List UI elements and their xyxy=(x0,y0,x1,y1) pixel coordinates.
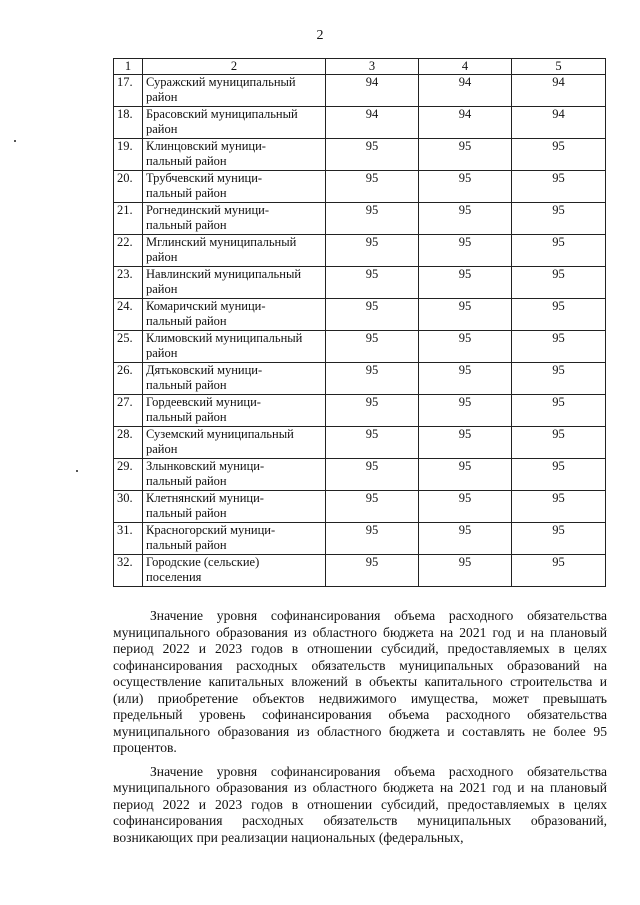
page-number: 2 xyxy=(316,28,324,43)
value-cell-4: 95 xyxy=(419,523,512,555)
row-number-cell: 25. xyxy=(114,331,143,363)
value-cell-4: 95 xyxy=(419,235,512,267)
district-name-cell: Суражский муниципальный район xyxy=(143,75,326,107)
district-name-cell: Клинцовский муници- пальный район xyxy=(143,139,326,171)
body-text xyxy=(113,608,607,846)
row-number-cell: 30. xyxy=(114,491,143,523)
value-cell-5: 95 xyxy=(512,299,606,331)
district-name-cell: Брасовский муниципальный район xyxy=(143,107,326,139)
table-row xyxy=(114,491,606,523)
district-name-cell: Трубчевский муници- пальный район xyxy=(143,171,326,203)
value-cell-4: 95 xyxy=(419,395,512,427)
paragraph-1: Значение уровня софинансирования объема расходного обязательства муниципального образования из областного бюджета на 2021 год и на плановый период 2022 и 2023 годов в отношении субсидий, предоставляемых в целях софинансирования расходных обязательств муниципальных образований на осуществление капитальных вложений в объекты капитального строительства и (или) приобретение объектов недвижимого имущества, может превышать предельный уровень софинансирования объема расходного обязательства муниципального образования из областного бюджета и составлять не более 95 процентов. xyxy=(113,608,607,755)
value-cell-5: 95 xyxy=(512,555,606,587)
header-cell-5: 5 xyxy=(512,59,606,75)
row-number-cell: 31. xyxy=(114,523,143,555)
header-cell-3: 3 xyxy=(326,59,419,75)
row-number-cell: 26. xyxy=(114,363,143,395)
table-row xyxy=(114,331,606,363)
district-name-cell: Злынковский муници- пальный район xyxy=(143,459,326,491)
value-cell-4: 95 xyxy=(419,363,512,395)
district-name-cell: Красногорский муници- пальный район xyxy=(143,523,326,555)
value-cell-5: 95 xyxy=(512,427,606,459)
table-row xyxy=(114,267,606,299)
value-cell-4: 95 xyxy=(419,331,512,363)
value-cell-5: 95 xyxy=(512,459,606,491)
table-row xyxy=(114,171,606,203)
table-row xyxy=(114,427,606,459)
value-cell-5: 95 xyxy=(512,139,606,171)
row-number-cell: 28. xyxy=(114,427,143,459)
value-cell-3: 95 xyxy=(326,203,419,235)
row-number-cell: 20. xyxy=(114,171,143,203)
value-cell-3: 95 xyxy=(326,331,419,363)
table-header-row xyxy=(114,59,606,75)
value-cell-5: 95 xyxy=(512,395,606,427)
table-row xyxy=(114,203,606,235)
district-name-cell: Гордеевский муници- пальный район xyxy=(143,395,326,427)
value-cell-4: 95 xyxy=(419,203,512,235)
value-cell-3: 95 xyxy=(326,267,419,299)
value-cell-4: 95 xyxy=(419,427,512,459)
table-row xyxy=(114,363,606,395)
scan-speck xyxy=(76,470,78,472)
row-number-cell: 29. xyxy=(114,459,143,491)
value-cell-4: 95 xyxy=(419,139,512,171)
value-cell-4: 94 xyxy=(419,107,512,139)
district-name-cell: Рогнединский муници- пальный район xyxy=(143,203,326,235)
value-cell-4: 95 xyxy=(419,299,512,331)
row-number-cell: 19. xyxy=(114,139,143,171)
value-cell-3: 95 xyxy=(326,555,419,587)
value-cell-3: 95 xyxy=(326,235,419,267)
row-number-cell: 21. xyxy=(114,203,143,235)
table-row xyxy=(114,139,606,171)
value-cell-3: 95 xyxy=(326,363,419,395)
row-number-cell: 27. xyxy=(114,395,143,427)
table-row xyxy=(114,395,606,427)
value-cell-3: 95 xyxy=(326,459,419,491)
row-number-cell: 22. xyxy=(114,235,143,267)
value-cell-5: 95 xyxy=(512,203,606,235)
value-cell-3: 95 xyxy=(326,171,419,203)
table-row xyxy=(114,107,606,139)
district-name-cell: Суземский муниципальный район xyxy=(143,427,326,459)
subsidy-table xyxy=(113,58,606,587)
table-row xyxy=(114,235,606,267)
value-cell-5: 95 xyxy=(512,363,606,395)
value-cell-5: 95 xyxy=(512,267,606,299)
district-name-cell: Клетнянский муници- пальный район xyxy=(143,491,326,523)
district-name-cell: Дятьковский муници- пальный район xyxy=(143,363,326,395)
value-cell-5: 94 xyxy=(512,107,606,139)
header-cell-2: 2 xyxy=(143,59,326,75)
row-number-cell: 32. xyxy=(114,555,143,587)
district-name-cell: Мглинский муниципальный район xyxy=(143,235,326,267)
row-number-cell: 23. xyxy=(114,267,143,299)
value-cell-5: 94 xyxy=(512,75,606,107)
value-cell-4: 95 xyxy=(419,491,512,523)
value-cell-4: 95 xyxy=(419,267,512,299)
value-cell-3: 95 xyxy=(326,395,419,427)
value-cell-3: 95 xyxy=(326,299,419,331)
value-cell-3: 95 xyxy=(326,491,419,523)
district-name-cell: Городские (сельские) поселения xyxy=(143,555,326,587)
value-cell-4: 95 xyxy=(419,555,512,587)
row-number-cell: 17. xyxy=(114,75,143,107)
value-cell-5: 95 xyxy=(512,171,606,203)
value-cell-5: 95 xyxy=(512,491,606,523)
value-cell-3: 95 xyxy=(326,427,419,459)
district-name-cell: Навлинский муниципальный район xyxy=(143,267,326,299)
row-number-cell: 18. xyxy=(114,107,143,139)
value-cell-3: 94 xyxy=(326,107,419,139)
value-cell-3: 94 xyxy=(326,75,419,107)
header-cell-1: 1 xyxy=(114,59,143,75)
value-cell-5: 95 xyxy=(512,235,606,267)
table-row xyxy=(114,459,606,491)
district-name-cell: Климовский муниципальный район xyxy=(143,331,326,363)
table-row xyxy=(114,75,606,107)
value-cell-5: 95 xyxy=(512,331,606,363)
district-name-cell: Комаричский муници- пальный район xyxy=(143,299,326,331)
header-cell-4: 4 xyxy=(419,59,512,75)
value-cell-4: 94 xyxy=(419,75,512,107)
value-cell-3: 95 xyxy=(326,139,419,171)
table-row xyxy=(114,555,606,587)
table-row xyxy=(114,299,606,331)
value-cell-5: 95 xyxy=(512,523,606,555)
scan-speck xyxy=(14,140,16,142)
value-cell-4: 95 xyxy=(419,459,512,491)
row-number-cell: 24. xyxy=(114,299,143,331)
paragraph-2: Значение уровня софинансирования объема расходного обязательства муниципального образования из областного бюджета на 2021 год и на плановый период 2022 и 2023 годов в отношении субсидий, предоставляемых в целях софинансирования расходных обязательств муниципальных образований, возникающих при реализации национальных (федеральных, xyxy=(113,763,607,845)
value-cell-3: 95 xyxy=(326,523,419,555)
table-row xyxy=(114,523,606,555)
value-cell-4: 95 xyxy=(419,171,512,203)
